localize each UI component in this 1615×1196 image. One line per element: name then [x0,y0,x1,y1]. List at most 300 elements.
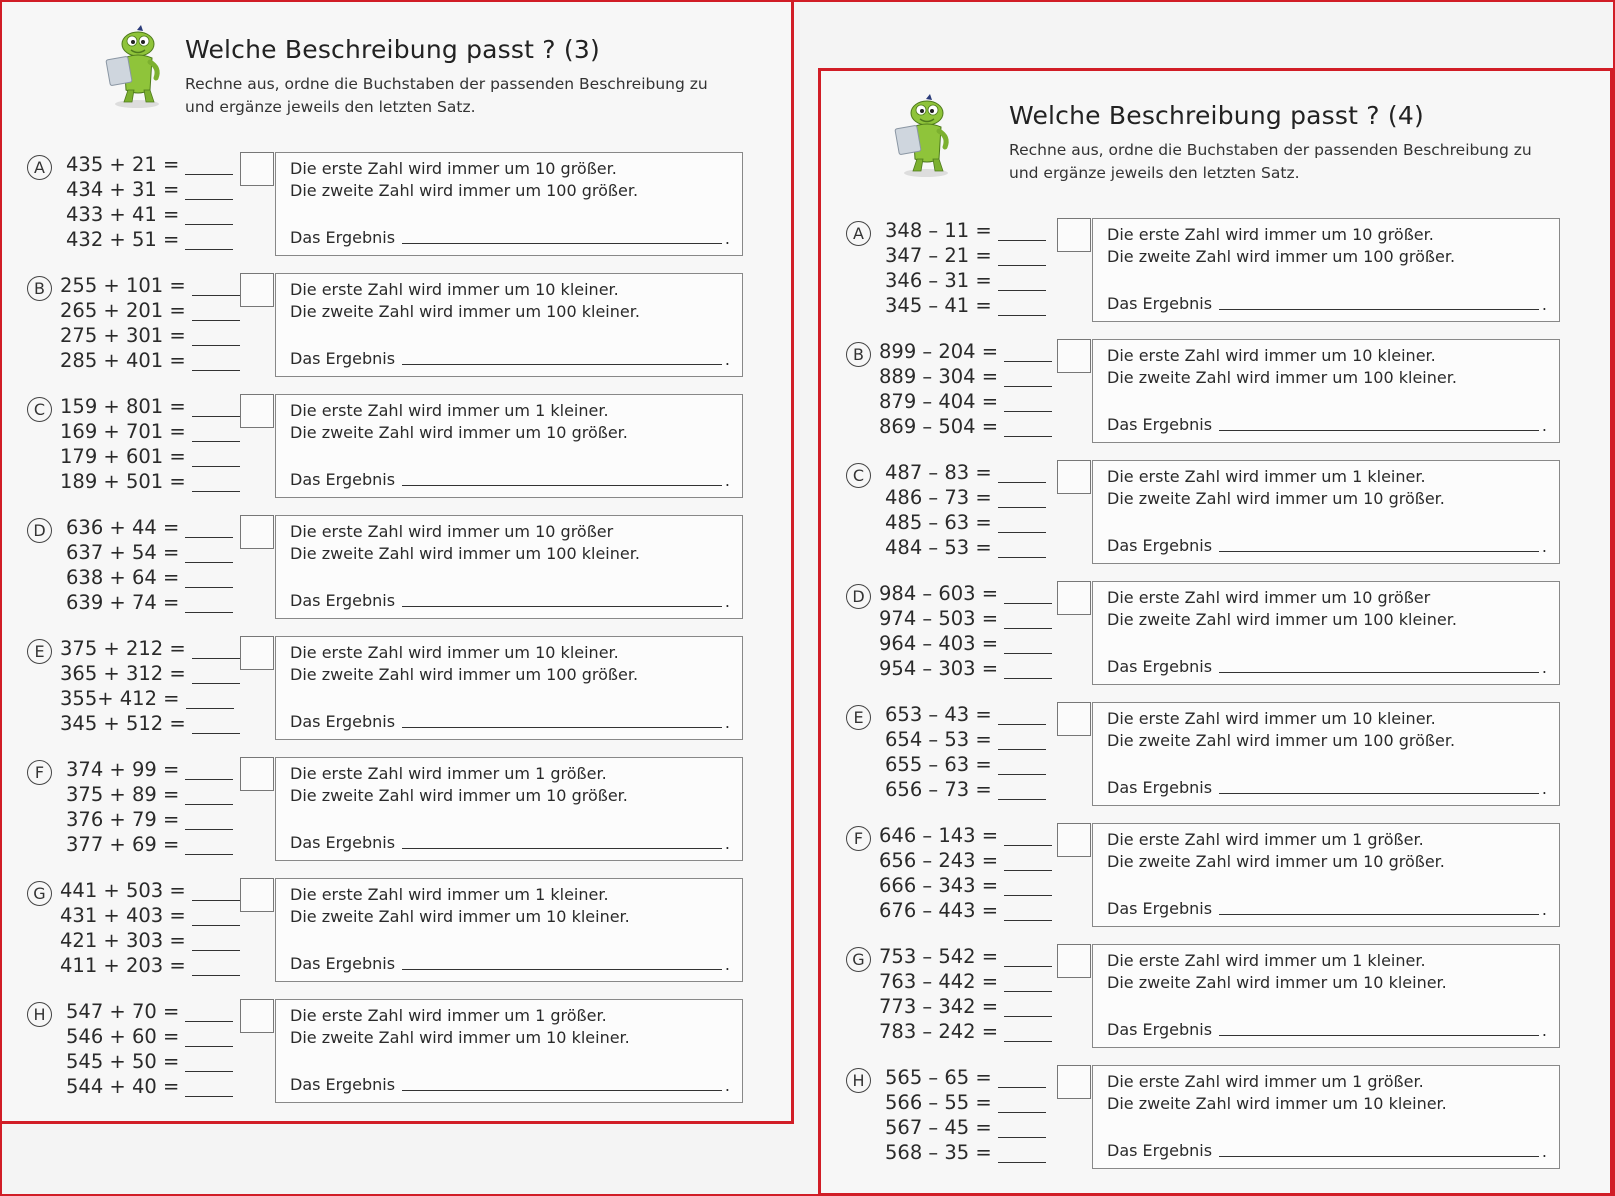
equation-text: 486 – 73 = [885,486,992,509]
result-answer-line[interactable] [402,243,722,244]
answer-blank[interactable] [1004,1023,1052,1042]
description-line: Die zweite Zahl wird immer um 100 kleiner. [290,544,640,563]
result-answer-line[interactable] [402,969,722,970]
result-label: Das Ergebnis [290,349,396,368]
description-line: Die zweite Zahl wird immer um 100 größer. [290,181,639,200]
description-line: Die zweite Zahl wird immer um 100 größer. [1107,731,1456,750]
description-box [1092,460,1560,564]
answer-blank[interactable] [192,277,240,296]
equation-text: 545 + 50 = [66,1050,180,1073]
equation-row [879,364,1052,390]
equation-text: 189 + 501 = [60,470,186,493]
description-line: Die erste Zahl wird immer um 1 kleiner. [1107,467,1426,486]
equation-text: 544 + 40 = [66,1075,180,1098]
answer-blank[interactable] [185,231,233,250]
answer-blank[interactable] [998,222,1046,241]
task-letter: C [27,397,52,422]
result-period: . [1541,416,1547,435]
equation-row [879,994,1052,1020]
equation-row [60,928,240,954]
answer-blank[interactable] [185,811,233,830]
answer-blank[interactable] [185,1003,233,1022]
letter-answer-box[interactable] [240,636,274,670]
description-box [275,515,743,619]
answer-blank[interactable] [186,690,234,709]
answer-blank[interactable] [192,640,240,659]
answer-blank[interactable] [998,1144,1046,1163]
equation-text: 345 – 41 = [885,294,992,317]
result-label: Das Ergebnis [290,228,396,247]
result-period: . [1541,1021,1547,1040]
answer-blank[interactable] [1004,973,1052,992]
result-answer-line[interactable] [1219,309,1539,310]
result-label: Das Ergebnis [290,833,396,852]
instruction-text [185,73,708,119]
description-line: Die erste Zahl wird immer um 10 kleiner. [290,643,619,662]
description-line: Die erste Zahl wird immer um 1 größer. [290,764,607,783]
answer-blank[interactable] [192,327,240,346]
answer-blank[interactable] [185,1028,233,1047]
answer-blank[interactable] [998,1069,1046,1088]
answer-blank[interactable] [1004,368,1052,387]
equation-row [879,898,1052,924]
answer-blank[interactable] [185,761,233,780]
description-line: Die erste Zahl wird immer um 10 größer [290,522,614,541]
description-line: Die erste Zahl wird immer um 1 kleiner. [1107,951,1426,970]
instruction-line: und ergänze jeweils den letzten Satz. [1009,164,1300,182]
result-period: . [1541,658,1547,677]
description-box [275,394,743,498]
equation-text: 638 + 64 = [66,566,180,589]
equation-text: 773 – 342 = [879,995,999,1018]
task-f [821,823,1610,931]
equation-row [879,969,1052,995]
description-box [275,757,743,861]
instruction-line: und ergänze jeweils den letzten Satz. [185,98,476,116]
equation-text: 566 – 55 = [885,1091,992,1114]
answer-blank[interactable] [185,786,233,805]
equation-row [66,832,233,858]
equation-text: 179 + 601 = [60,445,186,468]
answer-blank[interactable] [998,489,1046,508]
description-line: Die erste Zahl wird immer um 10 größer. [1107,225,1434,244]
equation-text: 546 + 60 = [66,1025,180,1048]
equation-text: 345 + 512 = [60,712,186,735]
description-line: Die zweite Zahl wird immer um 10 kleiner. [1107,973,1447,992]
answer-blank[interactable] [1004,852,1052,871]
equation-row [879,1019,1052,1045]
equation-text: 411 + 203 = [60,954,186,977]
answer-blank[interactable] [1004,948,1052,967]
result-period: . [1541,779,1547,798]
answer-blank[interactable] [998,731,1046,750]
equation-text: 964 – 403 = [879,632,999,655]
equation-row [885,460,1046,486]
description-line: Die zweite Zahl wird immer um 10 größer. [1107,852,1445,871]
letter-answer-box[interactable] [1057,944,1091,978]
answer-blank[interactable] [192,932,240,951]
equation-text: 374 + 99 = [66,758,180,781]
answer-blank[interactable] [185,594,233,613]
equation-text: 636 + 44 = [66,516,180,539]
task-letter: B [846,342,871,367]
letter-answer-box[interactable] [1057,581,1091,615]
mascot-icon [102,24,172,110]
description-line: Die zweite Zahl wird immer um 10 größer. [290,786,628,805]
equation-row [879,656,1052,682]
equation-row [66,1049,233,1075]
task-letter: D [27,518,52,543]
answer-blank[interactable] [1004,827,1052,846]
equation-row [879,823,1052,849]
result-period: . [724,834,730,853]
equation-row [66,227,233,253]
task-letter: D [846,584,871,609]
answer-blank[interactable] [998,706,1046,725]
result-answer-line[interactable] [1219,1156,1539,1157]
equation-row [885,535,1046,561]
result-label: Das Ergebnis [1107,415,1213,434]
answer-blank[interactable] [192,665,240,684]
description-line: Die erste Zahl wird immer um 10 kleiner. [1107,709,1436,728]
result-period: . [724,713,730,732]
answer-blank[interactable] [185,206,233,225]
result-answer-line[interactable] [1219,793,1539,794]
answer-blank[interactable] [998,1094,1046,1113]
description-box [275,878,743,982]
description-box [1092,581,1560,685]
task-g [821,944,1610,1052]
task-g [2,878,791,986]
equation-text: 376 + 79 = [66,808,180,831]
task-a [2,152,791,260]
task-b [2,273,791,381]
result-answer-line[interactable] [1219,1035,1539,1036]
result-period: . [724,471,730,490]
answer-blank[interactable] [998,756,1046,775]
equation-row [879,606,1052,632]
answer-blank[interactable] [1004,998,1052,1017]
equation-row [60,636,240,662]
equation-text: 676 – 443 = [879,899,999,922]
equation-text: 255 + 101 = [60,274,186,297]
answer-blank[interactable] [185,569,233,588]
result-answer-line[interactable] [1219,551,1539,552]
answer-blank[interactable] [192,882,240,901]
task-a [821,218,1610,326]
letter-answer-box[interactable] [240,394,274,428]
equation-row [60,686,234,712]
letter-answer-box[interactable] [1057,339,1091,373]
answer-blank[interactable] [192,473,240,492]
description-box [1092,218,1560,322]
answer-blank[interactable] [1004,635,1052,654]
result-answer-line[interactable] [1219,914,1539,915]
answer-blank[interactable] [192,715,240,734]
task-c [821,460,1610,568]
result-label: Das Ergebnis [1107,1141,1213,1160]
equation-text: 655 – 63 = [885,753,992,776]
task-b [821,339,1610,447]
equation-text: 275 + 301 = [60,324,186,347]
description-box [1092,944,1560,1048]
letter-answer-box[interactable] [1057,1065,1091,1099]
equation-row [879,873,1052,899]
equation-row [66,540,233,566]
description-box [275,636,743,740]
description-line: Die zweite Zahl wird immer um 100 kleiner. [1107,610,1457,629]
result-label: Das Ergebnis [1107,778,1213,797]
equation-row [885,1140,1046,1166]
equation-text: 889 – 304 = [879,365,999,388]
answer-blank[interactable] [1004,393,1052,412]
result-answer-line[interactable] [402,727,722,728]
result-answer-line[interactable] [402,606,722,607]
answer-blank[interactable] [998,781,1046,800]
description-box [275,999,743,1103]
task-f [2,757,791,865]
result-label: Das Ergebnis [290,1075,396,1094]
result-label: Das Ergebnis [290,954,396,973]
equation-text: 568 – 35 = [885,1141,992,1164]
equation-row [60,419,240,445]
result-answer-line[interactable] [402,485,722,486]
equation-row [879,414,1052,440]
equation-row [66,152,233,178]
description-box [275,152,743,256]
equation-row [66,202,233,228]
result-period: . [1541,537,1547,556]
instruction-line: Rechne aus, ordne die Buchstaben der passenden Beschreibung zu [185,75,708,93]
description-line: Die zweite Zahl wird immer um 10 größer. [1107,489,1445,508]
page-title: Welche Beschreibung passt ? (3) [185,35,600,64]
task-letter: H [27,1002,52,1027]
instruction-text [1009,139,1532,185]
answer-blank[interactable] [998,464,1046,483]
letter-answer-box[interactable] [1057,702,1091,736]
equation-row [60,273,240,299]
description-line: Die zweite Zahl wird immer um 10 kleiner. [1107,1094,1447,1113]
description-line: Die zweite Zahl wird immer um 100 größer. [290,665,639,684]
equation-row [60,469,240,495]
answer-blank[interactable] [998,1119,1046,1138]
instruction-line: Rechne aus, ordne die Buchstaben der passenden Beschreibung zu [1009,141,1532,159]
description-line: Die erste Zahl wird immer um 10 kleiner. [290,280,619,299]
equation-row [66,565,233,591]
equation-text: 974 – 503 = [879,607,999,630]
answer-blank[interactable] [192,398,240,417]
answer-blank[interactable] [1004,418,1052,437]
letter-answer-box[interactable] [240,273,274,307]
description-line: Die zweite Zahl wird immer um 10 kleiner. [290,907,630,926]
equation-row [885,510,1046,536]
answer-blank[interactable] [192,352,240,371]
result-period: . [724,592,730,611]
result-period: . [724,1076,730,1095]
result-answer-line[interactable] [402,364,722,365]
equation-text: 666 – 343 = [879,874,999,897]
answer-blank[interactable] [998,297,1046,316]
task-letter: A [27,155,52,180]
result-answer-line[interactable] [402,848,722,849]
answer-blank[interactable] [192,423,240,442]
answer-blank[interactable] [192,448,240,467]
equation-row [60,878,240,904]
equation-row [885,268,1046,294]
letter-answer-box[interactable] [240,878,274,912]
description-box [1092,702,1560,806]
equation-row [60,323,240,349]
equation-row [66,1024,233,1050]
equation-row [66,177,233,203]
equation-row [885,243,1046,269]
answer-blank[interactable] [1004,610,1052,629]
equation-text: 869 – 504 = [879,415,999,438]
equation-text: 441 + 503 = [60,879,186,902]
description-line: Die erste Zahl wird immer um 1 kleiner. [290,401,609,420]
description-line: Die zweite Zahl wird immer um 100 kleiner. [1107,368,1457,387]
result-label: Das Ergebnis [1107,1020,1213,1039]
answer-blank[interactable] [192,907,240,926]
equation-text: 487 – 83 = [885,461,992,484]
answer-blank[interactable] [185,1053,233,1072]
equation-row [885,702,1046,728]
equation-text: 169 + 701 = [60,420,186,443]
equation-text: 435 + 21 = [66,153,180,176]
result-answer-line[interactable] [402,1090,722,1091]
equation-text: 346 – 31 = [885,269,992,292]
equation-text: 377 + 69 = [66,833,180,856]
equation-row [885,218,1046,244]
equation-text: 375 + 212 = [60,637,186,660]
description-box [1092,1065,1560,1169]
answer-blank[interactable] [185,519,233,538]
equation-text: 365 + 312 = [60,662,186,685]
description-line: Die erste Zahl wird immer um 1 kleiner. [290,885,609,904]
result-label: Das Ergebnis [1107,536,1213,555]
equation-row [66,782,233,808]
letter-answer-box[interactable] [240,152,274,186]
letter-answer-box[interactable] [240,999,274,1033]
result-answer-line[interactable] [1219,430,1539,431]
equation-row [60,298,240,324]
equation-row [66,590,233,616]
equation-row [66,999,233,1025]
task-letter: B [27,276,52,301]
answer-blank[interactable] [1004,877,1052,896]
equation-row [879,631,1052,657]
equation-row [879,944,1052,970]
task-h [2,999,791,1107]
task-letter: C [846,463,871,488]
answer-blank[interactable] [185,181,233,200]
letter-answer-box[interactable] [1057,460,1091,494]
equation-text: 783 – 242 = [879,1020,999,1043]
description-line: Die zweite Zahl wird immer um 100 größer. [1107,247,1456,266]
equation-row [885,727,1046,753]
equation-row [60,348,240,374]
task-c [2,394,791,502]
letter-answer-box[interactable] [1057,823,1091,857]
result-label: Das Ergebnis [1107,657,1213,676]
answer-blank[interactable] [185,156,233,175]
result-answer-line[interactable] [1219,672,1539,673]
equation-text: 421 + 303 = [60,929,186,952]
equation-row [879,848,1052,874]
equation-row [60,953,240,979]
equation-text: 753 – 542 = [879,945,999,968]
answer-blank[interactable] [998,514,1046,533]
answer-blank[interactable] [1004,660,1052,679]
answer-blank[interactable] [185,1078,233,1097]
equation-row [885,485,1046,511]
answer-blank[interactable] [192,302,240,321]
equation-row [885,1115,1046,1141]
letter-answer-box[interactable] [1057,218,1091,252]
answer-blank[interactable] [998,272,1046,291]
equation-row [60,711,240,737]
equation-text: 285 + 401 = [60,349,186,372]
equation-text: 159 + 801 = [60,395,186,418]
equation-row [60,903,240,929]
answer-blank[interactable] [192,957,240,976]
worksheet-3 [2,2,794,1124]
equation-row [879,389,1052,415]
description-line: Die zweite Zahl wird immer um 10 kleiner. [290,1028,630,1047]
equation-row [66,515,233,541]
answer-blank[interactable] [1004,902,1052,921]
answer-blank[interactable] [998,539,1046,558]
answer-blank[interactable] [185,544,233,563]
equation-text: 656 – 73 = [885,778,992,801]
result-label: Das Ergebnis [290,591,396,610]
task-letter: H [846,1068,871,1093]
task-e [2,636,791,744]
task-h [821,1065,1610,1173]
answer-blank[interactable] [1004,585,1052,604]
result-period: . [1541,900,1547,919]
description-line: Die zweite Zahl wird immer um 100 kleiner. [290,302,640,321]
equation-text: 431 + 403 = [60,904,186,927]
answer-blank[interactable] [1004,343,1052,362]
equation-row [885,1065,1046,1091]
answer-blank[interactable] [185,836,233,855]
letter-answer-box[interactable] [240,515,274,549]
equation-row [885,777,1046,803]
description-line: Die erste Zahl wird immer um 1 größer. [1107,1072,1424,1091]
description-line: Die erste Zahl wird immer um 1 größer. [290,1006,607,1025]
result-period: . [724,229,730,248]
equation-text: 899 – 204 = [879,340,999,363]
letter-answer-box[interactable] [240,757,274,791]
description-line: Die erste Zahl wird immer um 10 kleiner. [1107,346,1436,365]
answer-blank[interactable] [998,247,1046,266]
equation-text: 265 + 201 = [60,299,186,322]
equation-text: 375 + 89 = [66,783,180,806]
equation-text: 433 + 41 = [66,203,180,226]
equation-text: 879 – 404 = [879,390,999,413]
result-label: Das Ergebnis [290,470,396,489]
equation-text: 656 – 243 = [879,849,999,872]
equation-text: 348 – 11 = [885,219,992,242]
description-line: Die erste Zahl wird immer um 10 größer. [290,159,617,178]
equation-text: 547 + 70 = [66,1000,180,1023]
equation-row [60,661,240,687]
description-line: Die zweite Zahl wird immer um 10 größer. [290,423,628,442]
worksheet-4 [818,68,1613,1196]
page-title: Welche Beschreibung passt ? (4) [1009,101,1424,130]
description-box [275,273,743,377]
